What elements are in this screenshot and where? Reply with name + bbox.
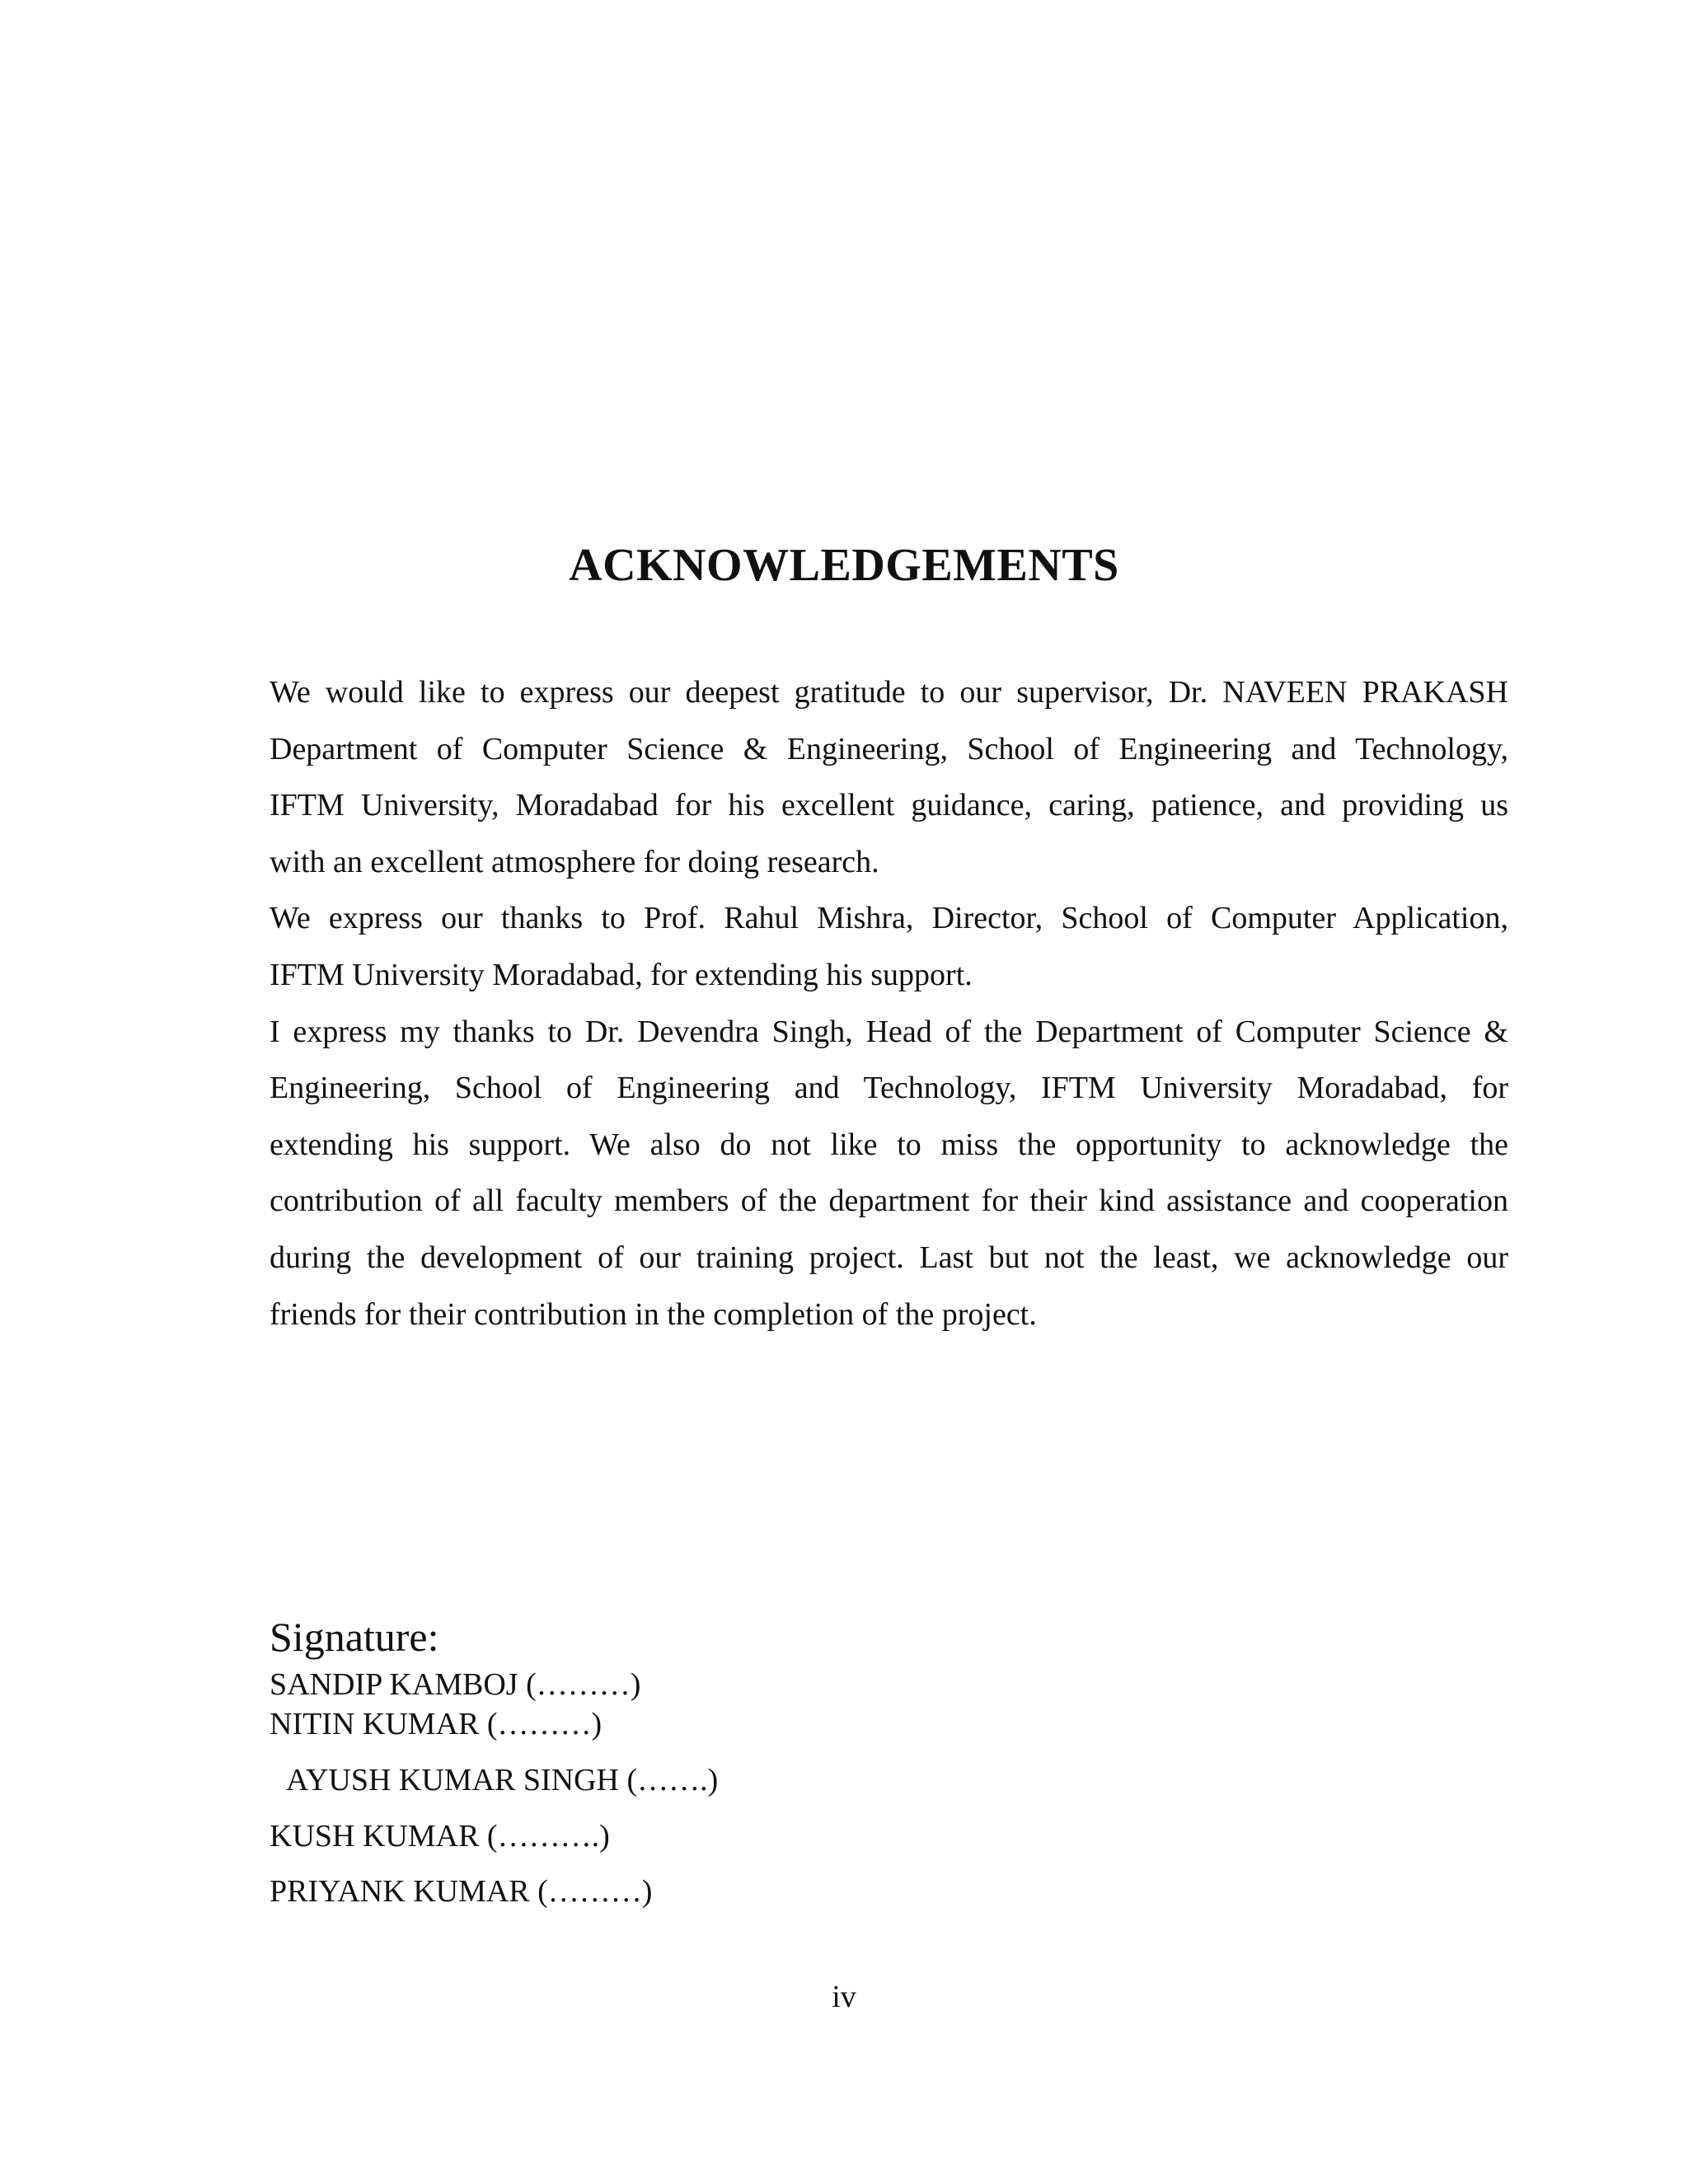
signer-name: AYUSH KUMAR SINGH (…….) [286, 1763, 719, 1797]
signer-name: NITIN KUMAR (………) [270, 1707, 603, 1741]
signature-heading: Signature: [270, 1614, 439, 1660]
paragraph-line: IFTM University, Moradabad for his excellent guidance, caring, patience, and providing us [270, 788, 1508, 823]
signer-name: PRIYANK KUMAR (………) [270, 1874, 653, 1909]
page-number: iv [832, 1980, 856, 2014]
signer-name: SANDIP KAMBOJ (………) [270, 1667, 641, 1702]
signer-name: KUSH KUMAR (……….) [270, 1819, 610, 1854]
paragraph-line: friends for their contribution in the completion of the project. [270, 1296, 1037, 1332]
paragraph-line: We would like to express our deepest gratitude to our supervisor, Dr. NAVEEN PRAKASH [270, 675, 1508, 710]
paragraph-line: contribution of all faculty members of the department for their kind assistance and cooperation [270, 1183, 1508, 1219]
paragraph-line: IFTM University Moradabad, for extending his support. [270, 957, 973, 992]
signature-block [270, 1610, 719, 1909]
paragraph-line: extending his support. We also do not like to miss the opportunity to acknowledge the [270, 1127, 1508, 1162]
acknowledgement-paragraph [270, 664, 1508, 1343]
paragraph-line: Engineering, School of Engineering and Technology, IFTM University Moradabad, for [270, 1071, 1508, 1106]
paragraph-line: I express my thanks to Dr. Devendra Singh, Head of the Department of Computer Science & [270, 1014, 1508, 1049]
page-title: ACKNOWLEDGEMENTS [569, 540, 1119, 591]
paragraph-line: Department of Computer Science & Engineering, School of Engineering and Technology, [270, 731, 1508, 766]
paragraph-line: during the development of our training project. Last but not the least, we acknowledge our [270, 1240, 1508, 1275]
paragraph-line: We express our thanks to Prof. Rahul Mishra, Director, School of Computer Application, [270, 901, 1508, 936]
paragraph-line: with an excellent atmosphere for doing research. [270, 844, 879, 879]
